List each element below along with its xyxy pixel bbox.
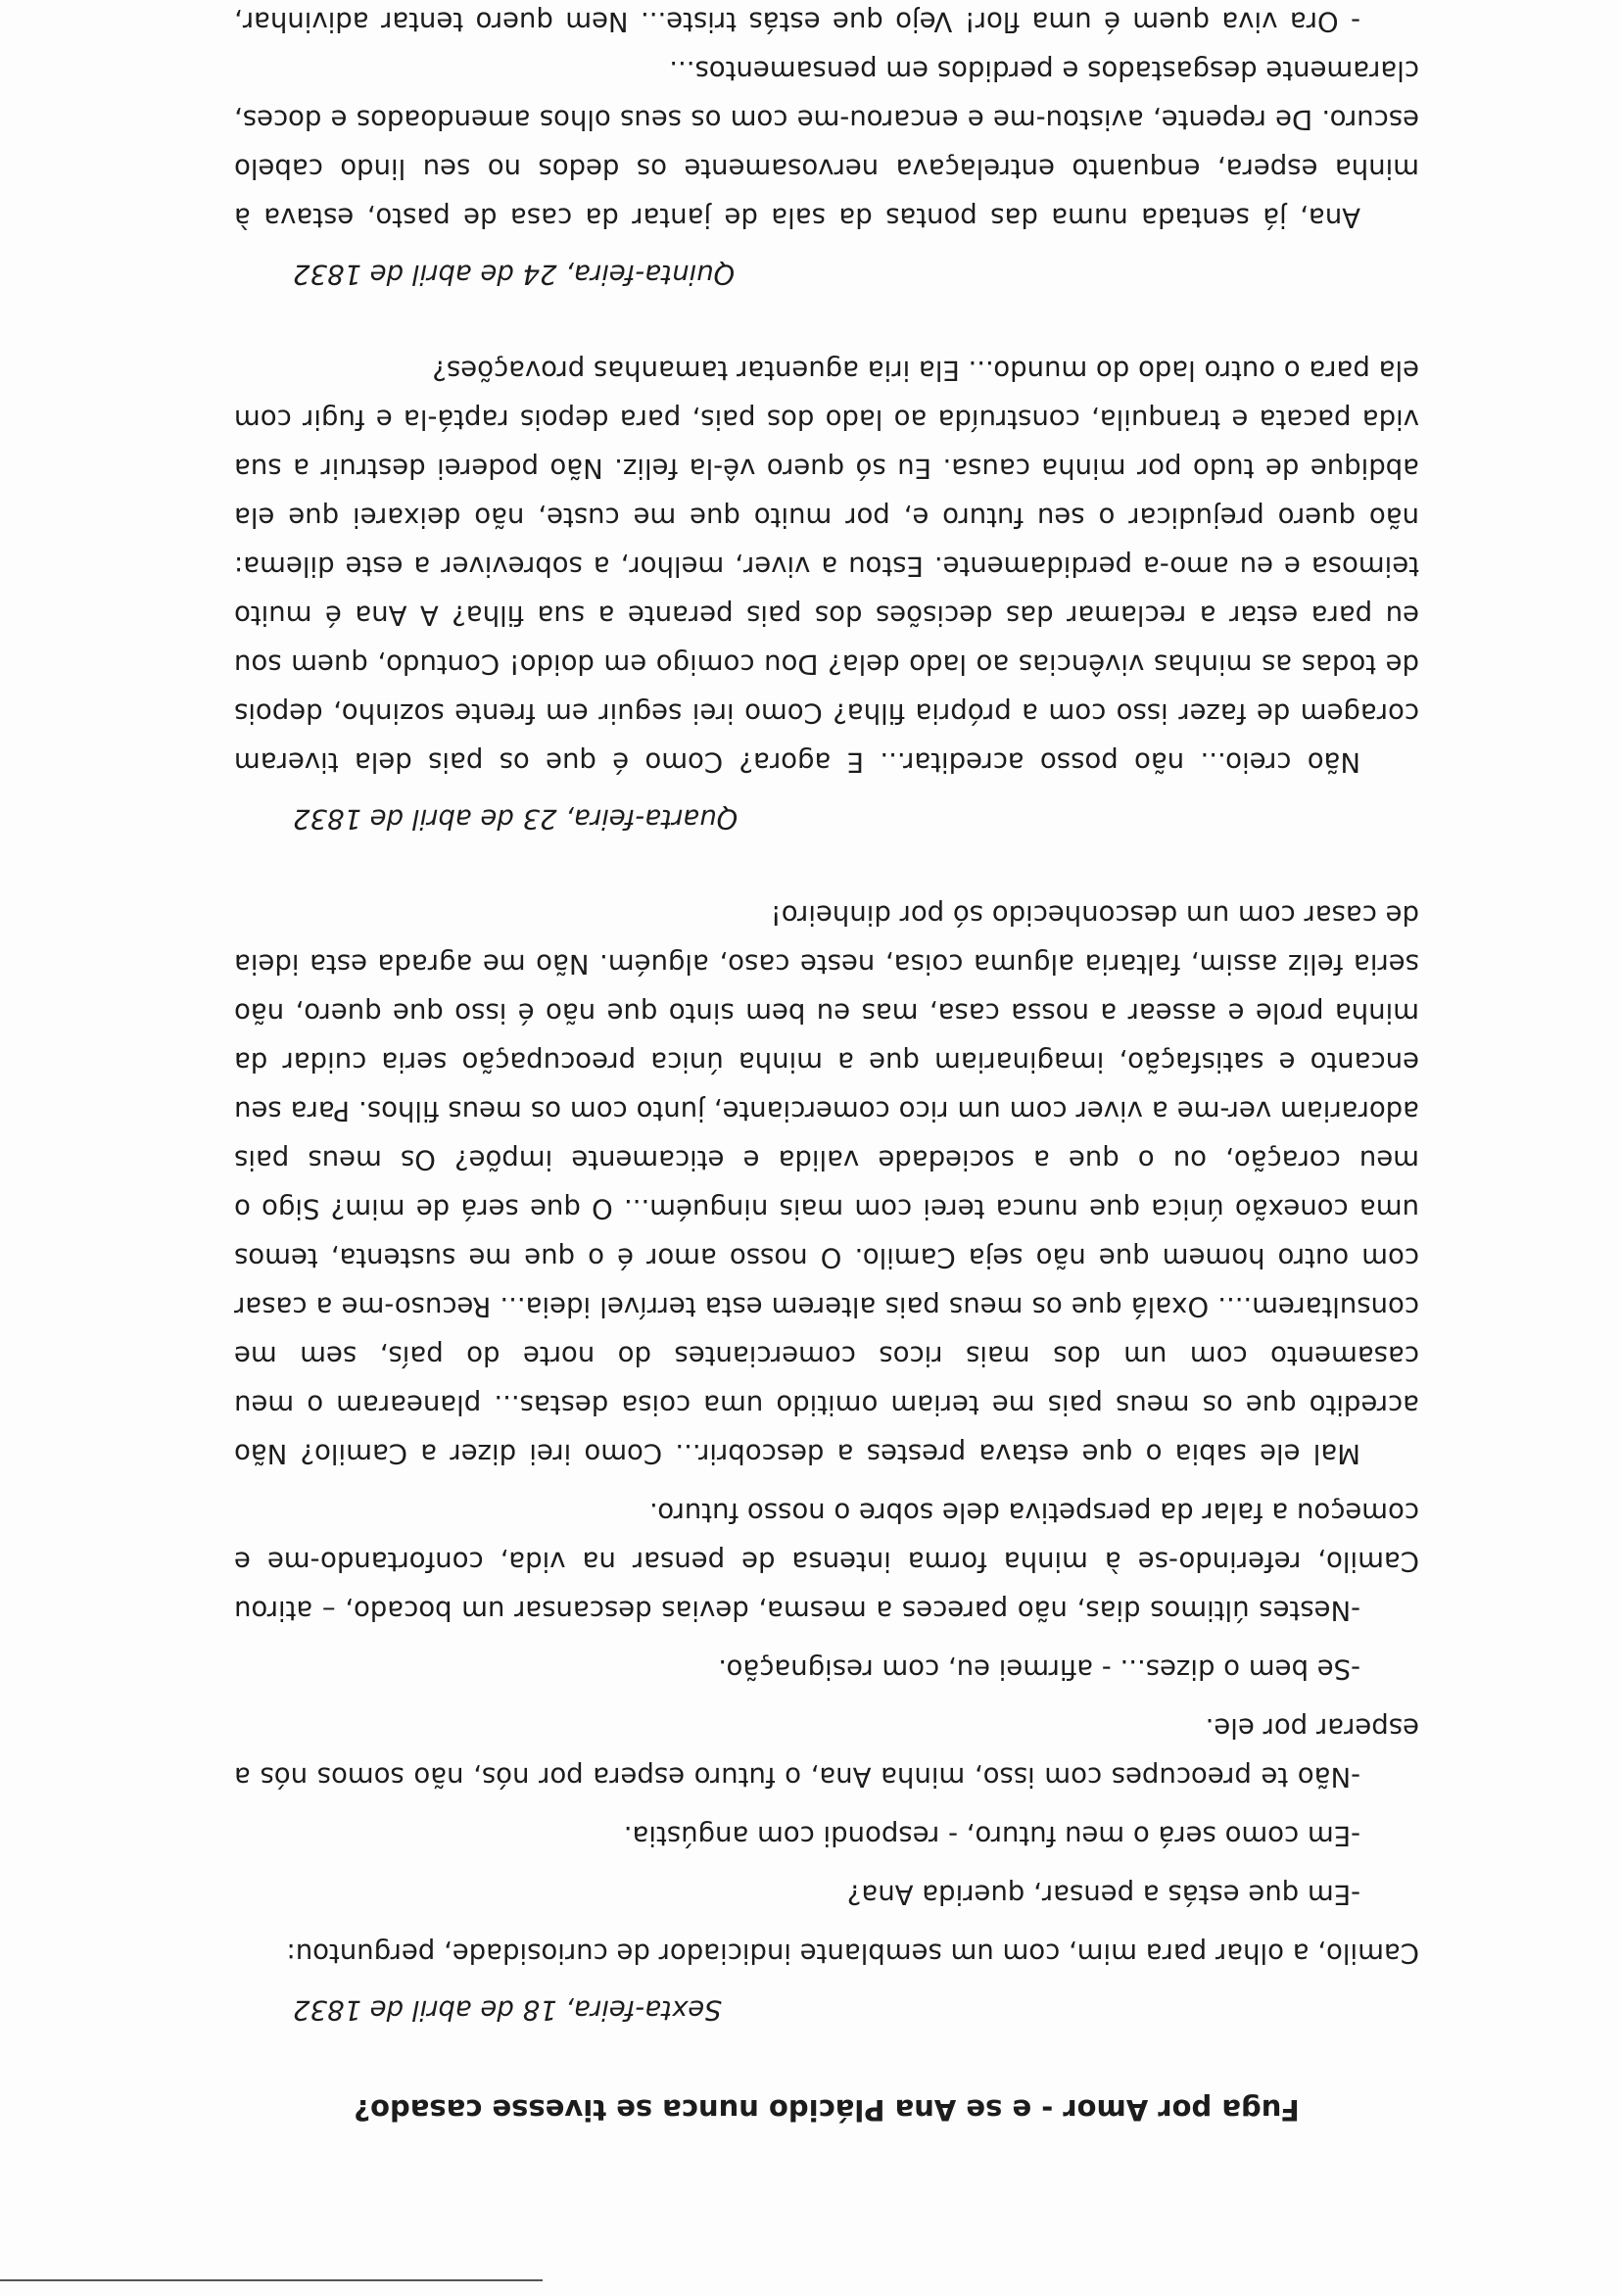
paragraph: Mal ele sabia o que estava prestes a descobrir... Como irei dizer a Camilo? Não acredito que os meus pais me teriam omitido uma coisa destas... planearam o meu casamento com um dos mais ricos comerciantes do norte do país, sem me consultarem.... Oxalá que os meus pais alterem esta terrível ideia... Recuso-me a casar com outro homem que não seja Camilo. O nosso amor é o que me sustenta, temos uma conexão única que nunca terei com mais ninguém... O que será de mim? Sigo o meu coração, ou o que a sociedade valida e eticamente impõe? Os meus pais adorariam ver-me a viver com um rico comerciante, junto com os meus filhos. Para seu encanto e satisfação, imaginariam que a minha única preocupação seria cuidar da minha prole e assear a nossa casa, mas eu bem sinto que não é isso que quero, não seria feliz assim, faltaria alguma coisa, neste caso, alguém. Não me agrada esta ideia de casar com um desconhecido só por dinheiro! bbox=[234, 899, 1419, 1469]
document-body bbox=[234, 0, 1419, 2134]
dialogue-line: -Se bem o dizes... - afirmei eu, com resignação. bbox=[718, 1653, 1360, 1685]
paragraph: - Ora viva quem é uma flor! Vejo que estás triste... Nem quero tentar adivinhar, bbox=[234, 6, 1360, 37]
scan-edge-line bbox=[0, 2279, 543, 2281]
dialogue-line: -Nestes últimos dias, não pareces a mesma, devias descansar um bocado, – atirou Camilo, referindo-se à minha forma intensa de pensar na vida, confortando-me e começou a falar da perspetiva dele sobre o nosso futuro. bbox=[234, 1497, 1419, 1626]
dialogue-line: -Em que estás a pensar, querida Ana? bbox=[846, 1879, 1360, 1910]
paragraph: Ana, já sentada numa das pontas da sala de jantar da casa de pasto, estava à minha espera, enquanto entrelaçava nervosamente os dedos no seu lindo cabelo escuro. De repente, avistou-me e encarou-me com os seus olhos amendoados e doces, claramente desgastados e perdidos em pensamentos... bbox=[234, 55, 1419, 233]
entry-date: Quarta-feira, 23 de abril de 1832 bbox=[293, 803, 739, 835]
dialogue-line: -Não te preocupes com isso, minha Ana, o futuro espera por nós, não somos nós a esperar por ele. bbox=[234, 1712, 1419, 1793]
paragraph: Camilo, a olhar para mim, com um semblante indiciador de curiosidade, perguntou: bbox=[286, 1937, 1419, 1969]
entry-date: Sexta-feira, 18 de abril de 1832 bbox=[293, 1994, 722, 2026]
paragraph: Não creio... não posso acreditar... E agora? Como é que os pais dela tiveram coragem de fazer isso com a própria filha? Como irei seguir em frente sozinho, depois de todas as minhas vivências ao lado dela? Dou comigo em doido! Contudo, quem sou eu para estar a reclamar das decisões dos pais perante a sua filha? A Ana é muito teimosa e eu amo-a perdidamente. Estou a viver, melhor, a sobreviver a este dilema: não quero prejudicar o seu futuro e, por muito que me custe, não deixarei que ela abdique de tudo por minha causa. Eu só quero vê-la feliz. Não poderei destruir a sua vida pacata e tranquila, construída ao lado dos pais, para depois raptá-la e fugir com ela para o outro lado do mundo... Ela iria aguentar tamanhas provações? bbox=[234, 355, 1419, 778]
entry-date: Quinta-feira, 24 de abril de 1832 bbox=[293, 259, 736, 290]
document-title: Fuga por Amor - e se Ana Plácido nunca se tivesse casado? bbox=[354, 2093, 1300, 2127]
dialogue-line: -Em como será o meu futuro, - respondi com angústia. bbox=[623, 1820, 1360, 1851]
